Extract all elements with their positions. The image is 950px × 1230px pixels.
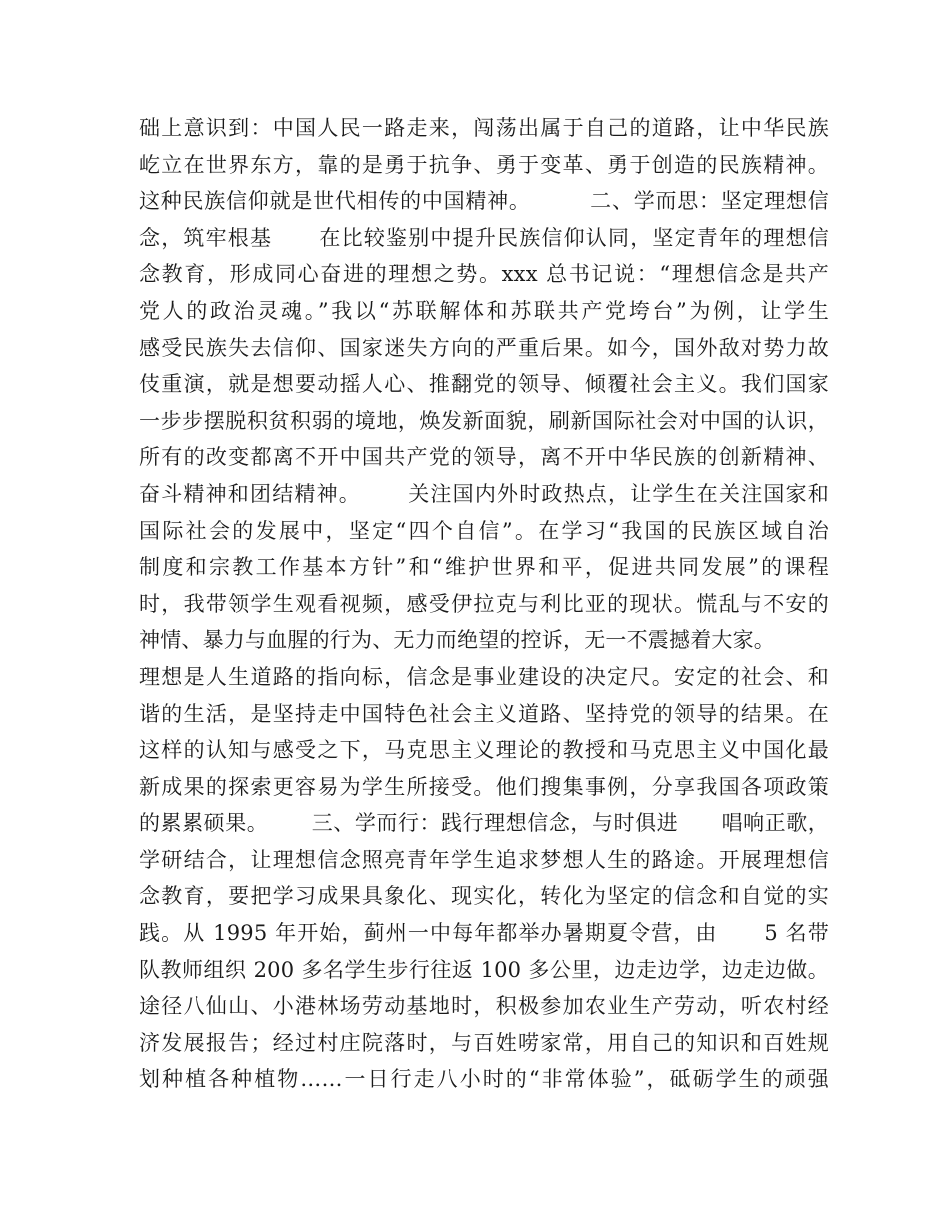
text-line: 新成果的探索更容易为学生所接受。他们搜集事例，分享我国各项政策 xyxy=(139,774,829,799)
text-line: 这种民族信仰就是世代相传的中国精神。 二、学而思：坚定理想信 xyxy=(139,189,829,214)
text-line: 奋斗精神和团结精神。 关注国内外时政热点，让学生在关注国家和 xyxy=(139,481,829,506)
text-line: 神情、暴力与血腥的行为、无力而绝望的控诉，无一不震撼着大家。 xyxy=(139,628,775,653)
text-line: 制度和宗教工作基本方针”和“维护世界和平，促进共同发展”的课程 xyxy=(139,555,829,580)
text-line: 念，筑牢根基 在比较鉴别中提升民族信仰认同，坚定青年的理想信 xyxy=(139,225,829,250)
text-line: 念教育，要把学习成果具象化、现实化，转化为坚定的信念和自觉的实 xyxy=(139,884,829,909)
text-line: 所有的改变都离不开中国共产党的领导，离不开中华民族的创新精神、 xyxy=(139,445,829,470)
text-line: 划种植各种植物……一日行走八小时的“非常体验”，砥砺学生的顽强 xyxy=(139,1067,829,1092)
text-line: 础上意识到：中国人民一路走来，闯荡出属于自己的道路，让中华民族 xyxy=(139,116,829,140)
text-line: 谐的生活，是坚持走中国特色社会主义道路、坚持党的领导的结果。在 xyxy=(139,701,829,726)
text-line: 理想是人生道路的指向标，信念是事业建设的决定尺。安定的社会、和 xyxy=(139,664,829,689)
text-line: 途径八仙山、小港林场劳动基地时，积极参加农业生产劳动，听农村经 xyxy=(139,994,829,1019)
text-line: 党人的政治灵魂。”我以“苏联解体和苏联共产党垮台”为例，让学生 xyxy=(139,298,829,323)
text-line: 念教育，形成同心奋进的理想之势。xxx 总书记说：“理想信念是共产 xyxy=(139,262,829,287)
text-line: 感受民族失去信仰、国家迷失方向的严重后果。如今，国外敌对势力故 xyxy=(139,335,829,360)
text-line: 一步步摆脱积贫积弱的境地，焕发新面貌，刷新国际社会对中国的认识， xyxy=(139,408,829,433)
text-line: 队教师组织 200 多名学生步行往返 100 多公里，边走边学，边走边做。 xyxy=(139,957,829,982)
text-line: 学研结合，让理想信念照亮青年学生追求梦想人生的路途。开展理想信 xyxy=(139,847,829,872)
text-line: 屹立在世界东方，靠的是勇于抗争、勇于变革、勇于创造的民族精神。 xyxy=(139,152,829,177)
body-text xyxy=(139,110,829,1098)
text-line: 济发展报告；经过村庄院落时，与百姓唠家常，用自己的知识和百姓规 xyxy=(139,1030,829,1055)
text-line: 时，我带领学生观看视频，感受伊拉克与利比亚的现状。慌乱与不安的 xyxy=(139,591,829,616)
text-line: 这样的认知与感受之下，马克思主义理论的教授和马克思主义中国化最 xyxy=(139,738,829,763)
text-line: 践。从 1995 年开始，蓟州一中每年都举办暑期夏令营，由 5 名带 xyxy=(139,921,829,946)
text-line: 国际社会的发展中，坚定“四个自信”。在学习“我国的民族区域自治 xyxy=(139,518,829,543)
text-line: 伎重演，就是想要动摇人心、推翻党的领导、倾覆社会主义。我们国家 xyxy=(139,372,829,397)
text-line: 的累累硕果。 三、学而行：践行理想信念，与时俱进 唱响正歌， xyxy=(139,811,829,836)
